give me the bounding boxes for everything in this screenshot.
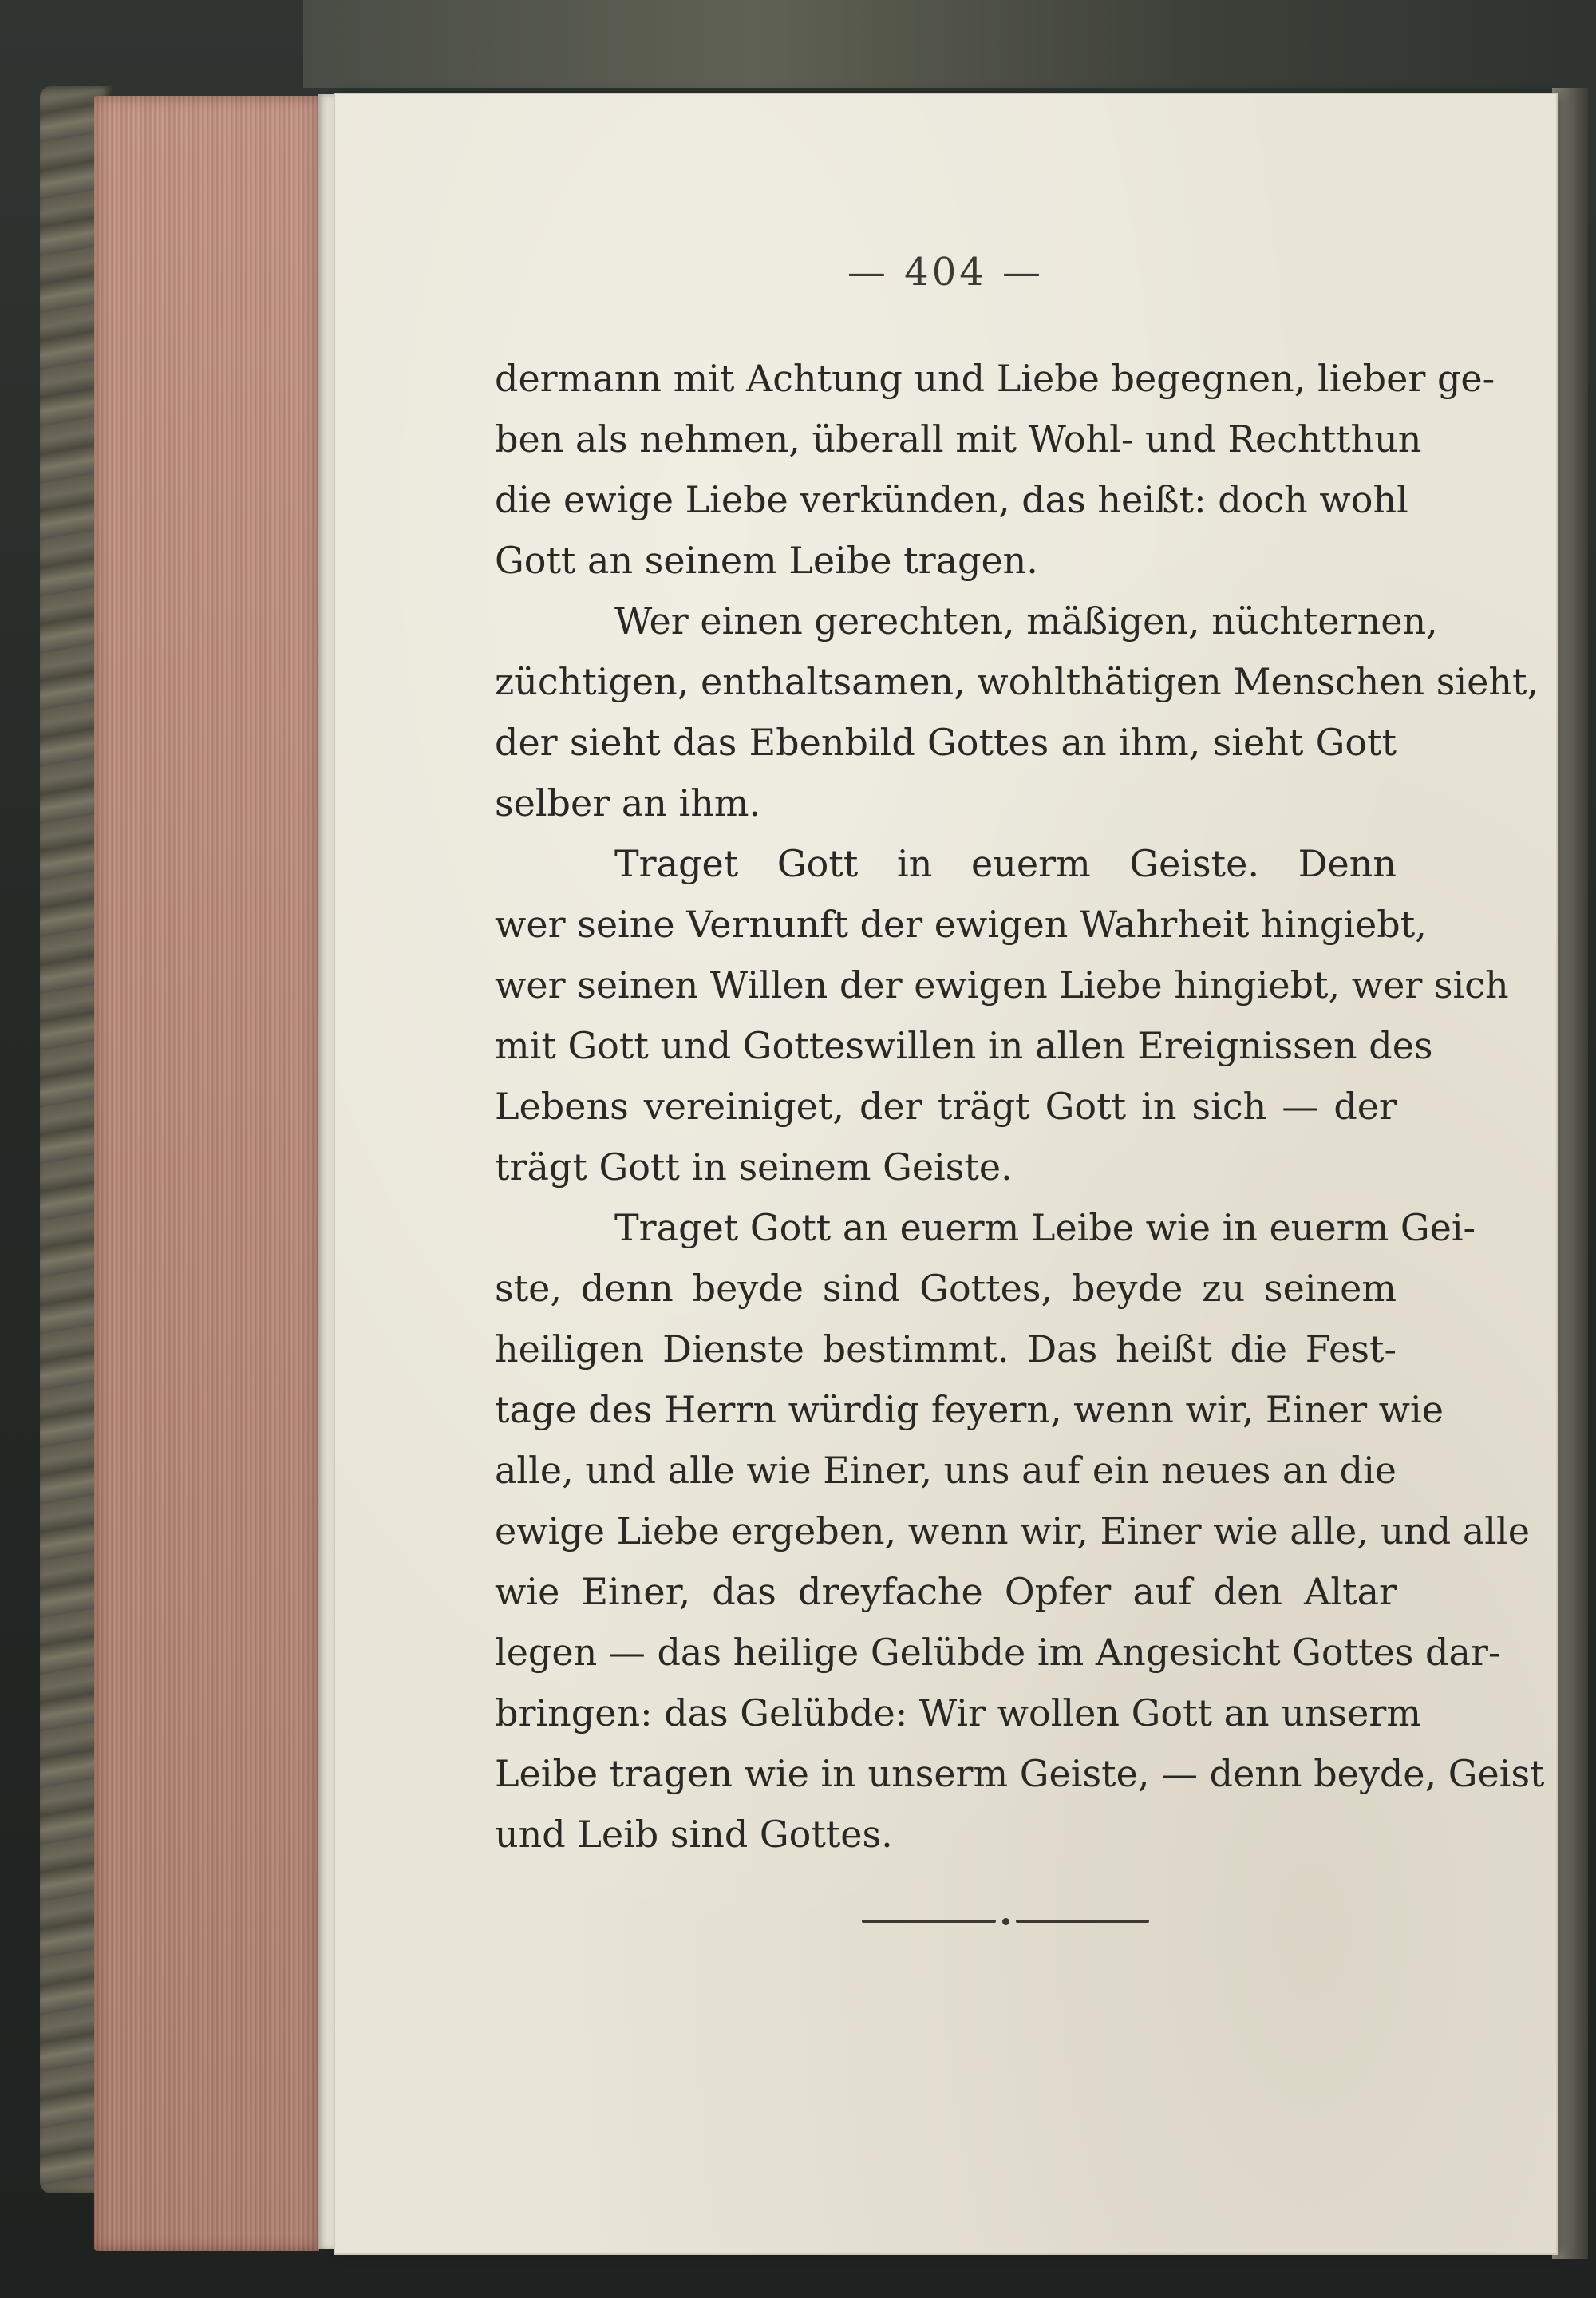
- text-line: Wer einen gerechten, mäßigen, nüchternen,: [614, 599, 1438, 643]
- text-line: selber an ihm.: [495, 781, 761, 825]
- right-cover-edge: [1552, 88, 1588, 2259]
- text-line: alle, und alle wie Einer, uns auf ein neues an die: [495, 1449, 1396, 1492]
- book-page: [335, 94, 1556, 2253]
- text-line: wer seinen Willen der ewigen Liebe hingiebt, wer sich: [495, 963, 1509, 1007]
- text-line: dermann mit Achtung und Liebe begegnen, lieber ge-: [495, 357, 1495, 400]
- end-ornament: [862, 1918, 1149, 1924]
- text-line: tage des Herrn würdig feyern, wenn wir, Einer wie: [495, 1388, 1444, 1431]
- text-line: Gott an seinem Leibe tragen.: [495, 539, 1038, 582]
- body-text: [495, 348, 1545, 1865]
- text-line: Leibe tragen wie in unserm Geiste, — denn beyde, Geist: [495, 1752, 1545, 1795]
- text-line: Lebens vereiniget, der trägt Gott in sich — der: [495, 1085, 1396, 1128]
- text-line: mit Gott und Gotteswillen in allen Ereignissen des: [495, 1024, 1433, 1067]
- text-line: ste, denn beyde sind Gottes, beyde zu seinem: [495, 1267, 1396, 1310]
- text-line: Traget Gott an euerm Leibe wie in euerm Gei-: [614, 1206, 1476, 1249]
- text-line: und Leib sind Gottes.: [495, 1813, 893, 1856]
- text-line: der sieht das Ebenbild Gottes an ihm, sieht Gott: [495, 721, 1396, 764]
- text-line: bringen: das Gelübde: Wir wollen Gott an unserm: [495, 1691, 1421, 1734]
- scanner-backing: [303, 0, 1596, 88]
- page-block-edges: [94, 96, 319, 2251]
- text-line: legen — das heilige Gelübde im Angesicht Gottes dar-: [495, 1631, 1501, 1674]
- text-line: ben als nehmen, überall mit Wohl- und Rechtthun: [495, 417, 1422, 461]
- text-line: heiligen Dienste bestimmt. Das heißt die Fest-: [495, 1327, 1396, 1370]
- text-line: wie Einer, das dreyfache Opfer auf den Altar: [495, 1570, 1396, 1613]
- text-line: Traget Gott in euerm Geiste. Denn: [614, 842, 1396, 885]
- text-line: züchtigen, enthaltsamen, wohlthätigen Menschen sieht,: [495, 660, 1539, 703]
- text-line: ewige Liebe ergeben, wenn wir, Einer wie alle, und alle: [495, 1509, 1530, 1552]
- text-line: die ewige Liebe verkünden, das heißt: doch wohl: [495, 478, 1408, 521]
- text-line: trägt Gott in seinem Geiste.: [495, 1145, 1013, 1189]
- text-line: wer seine Vernunft der ewigen Wahrheit hingiebt,: [495, 903, 1427, 946]
- page-number: — 404 —: [847, 250, 1045, 295]
